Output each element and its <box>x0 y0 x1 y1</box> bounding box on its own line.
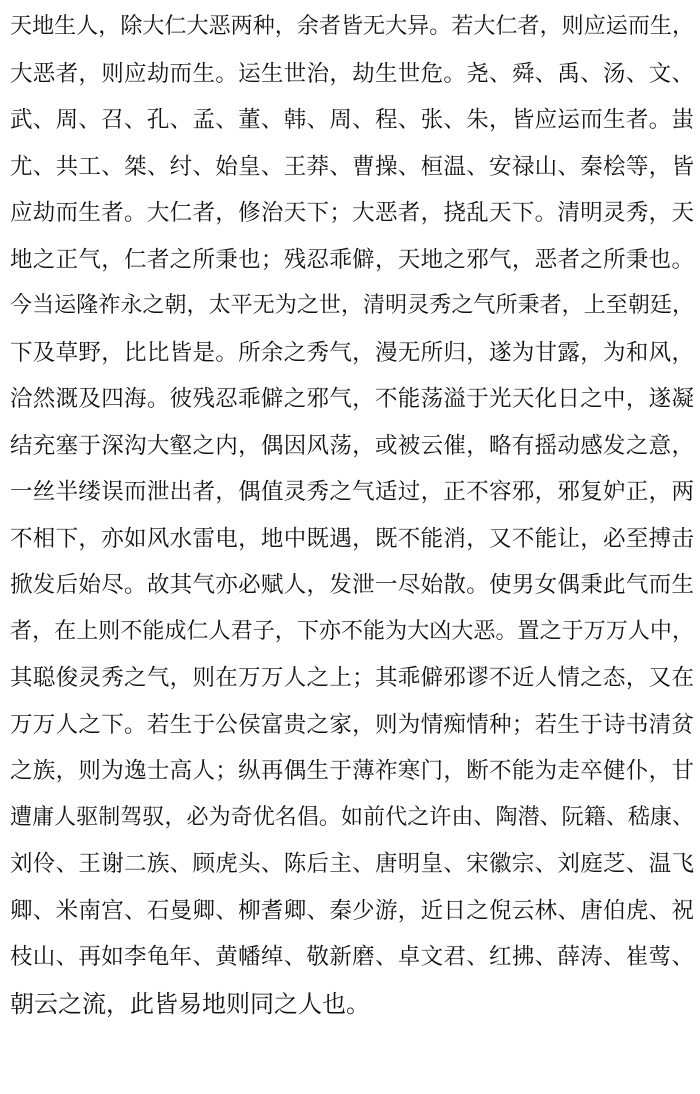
text-line: 大恶者，则应劫而生。运生世治，劫生世危。尧、舜、禹、汤、文、 <box>10 60 694 87</box>
text-line: 之族，则为逸士高人；纵再偶生于薄祚寒门，断不能为走卒健仆，甘 <box>10 758 694 784</box>
text-line: 一丝半缕误而泄出者，偶值灵秀之气适过，正不容邪，邪复妒正，两 <box>10 479 694 505</box>
text-line: 掀发后始尽。故其气亦必赋人，发泄一尽始散。使男女偶秉此气而生 <box>10 572 694 598</box>
text-line: 枝山、再如李龟年、黄幡绰、敬新磨、卓文君、红拂、薛涛、崔莺、 <box>10 944 694 970</box>
text-line: 其聪俊灵秀之气，则在万万人之上；其乖僻邪谬不近人情之态，又在 <box>10 665 694 691</box>
text-line: 刘伶、王谢二族、顾虎头、陈后主、唐明皇、宋徽宗、刘庭芝、温飞 <box>10 851 694 877</box>
text-line: 下及草野，比比皆是。所余之秀气，漫无所归，遂为甘露，为和风， <box>10 339 694 366</box>
text-line: 地之正气，仁者之所秉也；残忍乖僻，天地之邪气，恶者之所秉也。 <box>10 246 694 273</box>
text-line: 尤、共工、桀、纣、始皇、王莽、曹操、桓温、安禄山、秦桧等，皆 <box>10 153 694 180</box>
text-line: 不相下，亦如风水雷电，地中既遇，既不能消，又不能让，必至搏击 <box>10 525 694 552</box>
text-line: 应劫而生者。大仁者，修治天下；大恶者，挠乱天下。清明灵秀，天 <box>10 200 694 226</box>
text-line: 卿、米南宫、石曼卿、柳耆卿、秦少游，近日之倪云林、唐伯虎、祝 <box>10 897 694 924</box>
text-line: 天地生人，除大仁大恶两种，余者皆无大异。若大仁者，则应运而生， <box>10 14 694 39</box>
text-line: 朝云之流，此皆易地则同之人也。 <box>10 989 370 1018</box>
text-line: 结充塞于深沟大壑之内，偶因风荡，或被云催，略有摇动感发之意， <box>10 432 694 459</box>
text-line: 万万人之下。若生于公侯富贵之家，则为情痴情种；若生于诗书清贫 <box>10 711 694 738</box>
text-line: 遭庸人驱制驾驭，必为奇优名倡。如前代之许由、陶潜、阮籍、嵇康、 <box>10 804 694 830</box>
text-line: 今当运隆祚永之朝，太平无为之世，清明灵秀之气所秉者，上至朝廷， <box>10 293 694 318</box>
text-line: 武、周、召、孔、孟、董、韩、周、程、张、朱，皆应运而生者。蚩 <box>10 107 694 133</box>
text-line: 洽然溉及四海。彼残忍乖僻之邪气，不能荡溢于光天化日之中，遂凝 <box>10 386 694 412</box>
text-line: 者，在上则不能成仁人君子，下亦不能为大凶大恶。置之于万万人中， <box>10 618 694 644</box>
passage-text <box>10 4 694 1027</box>
